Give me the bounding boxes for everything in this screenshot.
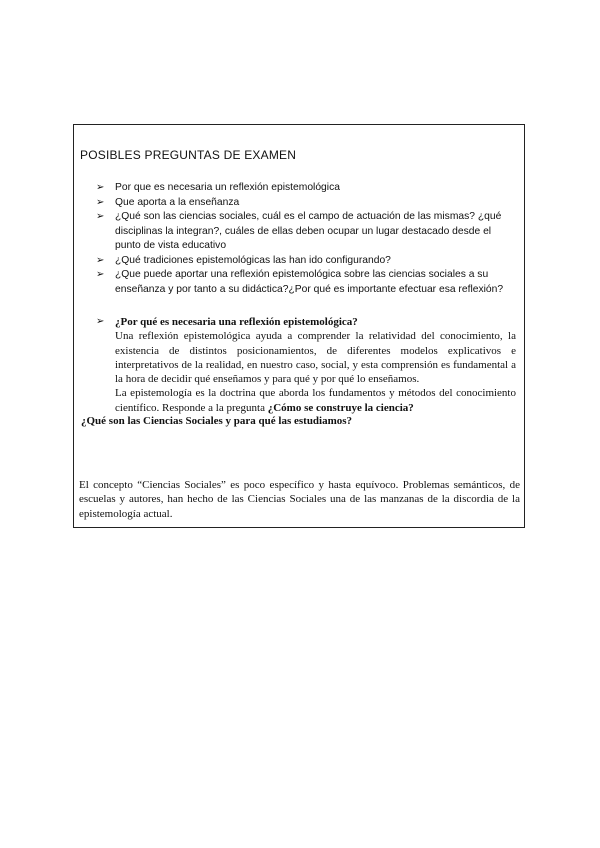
list-item: ➢ ¿Qué tradiciones epistemológicas las han ido configurando? [96,254,514,269]
epistemology-section [96,315,516,415]
arrow-bullet-icon: ➢ [96,211,105,222]
section-heading-2: ¿Qué son las Ciencias Sociales y para qué las estudiamos? [81,415,353,427]
section-heading: ➢ ¿Por qué es necesaria una reflexión epistemológica? [96,316,358,328]
list-item: ➢ Que aporta a la enseñanza [96,196,514,211]
arrow-bullet-icon: ➢ [96,254,105,266]
page-title: POSIBLES PREGUNTAS DE EXAMEN [80,148,297,162]
exam-questions-box [73,124,525,528]
arrow-bullet-icon: ➢ [96,182,105,193]
list-item: ➢ ¿Qué son las ciencias sociales, cuál es el campo de actuación de las mismas? ¿qué disciplinas la integran?, cuáles de ellas deben ocupar un lugar destacado desde el punto de vista educativo [96,211,502,251]
section-paragraph-2: La epistemología es la doctrina que aborda los fundamentos y métodos del conocimiento científico. Responde a la pregunta ¿Cómo se construye la ciencia? [115,387,516,414]
section-paragraph: Una reflexión epistemológica ayuda a comprender la relatividad del conocimiento, la existencia de distintos posicionamientos, de diferentes modelos explicativos e interpretativos de la realidad, en nuestro caso, social, y esta comprensión es fundamental a la hora de decidir qué enseñamos y para qué y por qué lo enseñamos. [115,330,516,386]
body-paragraph: El concepto “Ciencias Sociales” es poco específico y hasta equívoco. Problemas semánticos, de escuelas y autores, han hecho de las Ciencias Sociales una de las manzanas de la discordia de la epistemología actual. [79,479,520,520]
list-item: ➢ ¿Que puede aportar una reflexión epistemológica sobre las ciencias sociales a su enseñanza y por tanto a su didáctica?¿Por qué es importante efectuar esa reflexión? [96,269,504,295]
question-list [96,181,514,297]
list-item: ➢ Por que es necesaria un reflexión epistemológica [96,181,514,196]
arrow-bullet-icon: ➢ [96,316,105,327]
arrow-bullet-icon: ➢ [96,269,105,280]
arrow-bullet-icon: ➢ [96,196,105,208]
